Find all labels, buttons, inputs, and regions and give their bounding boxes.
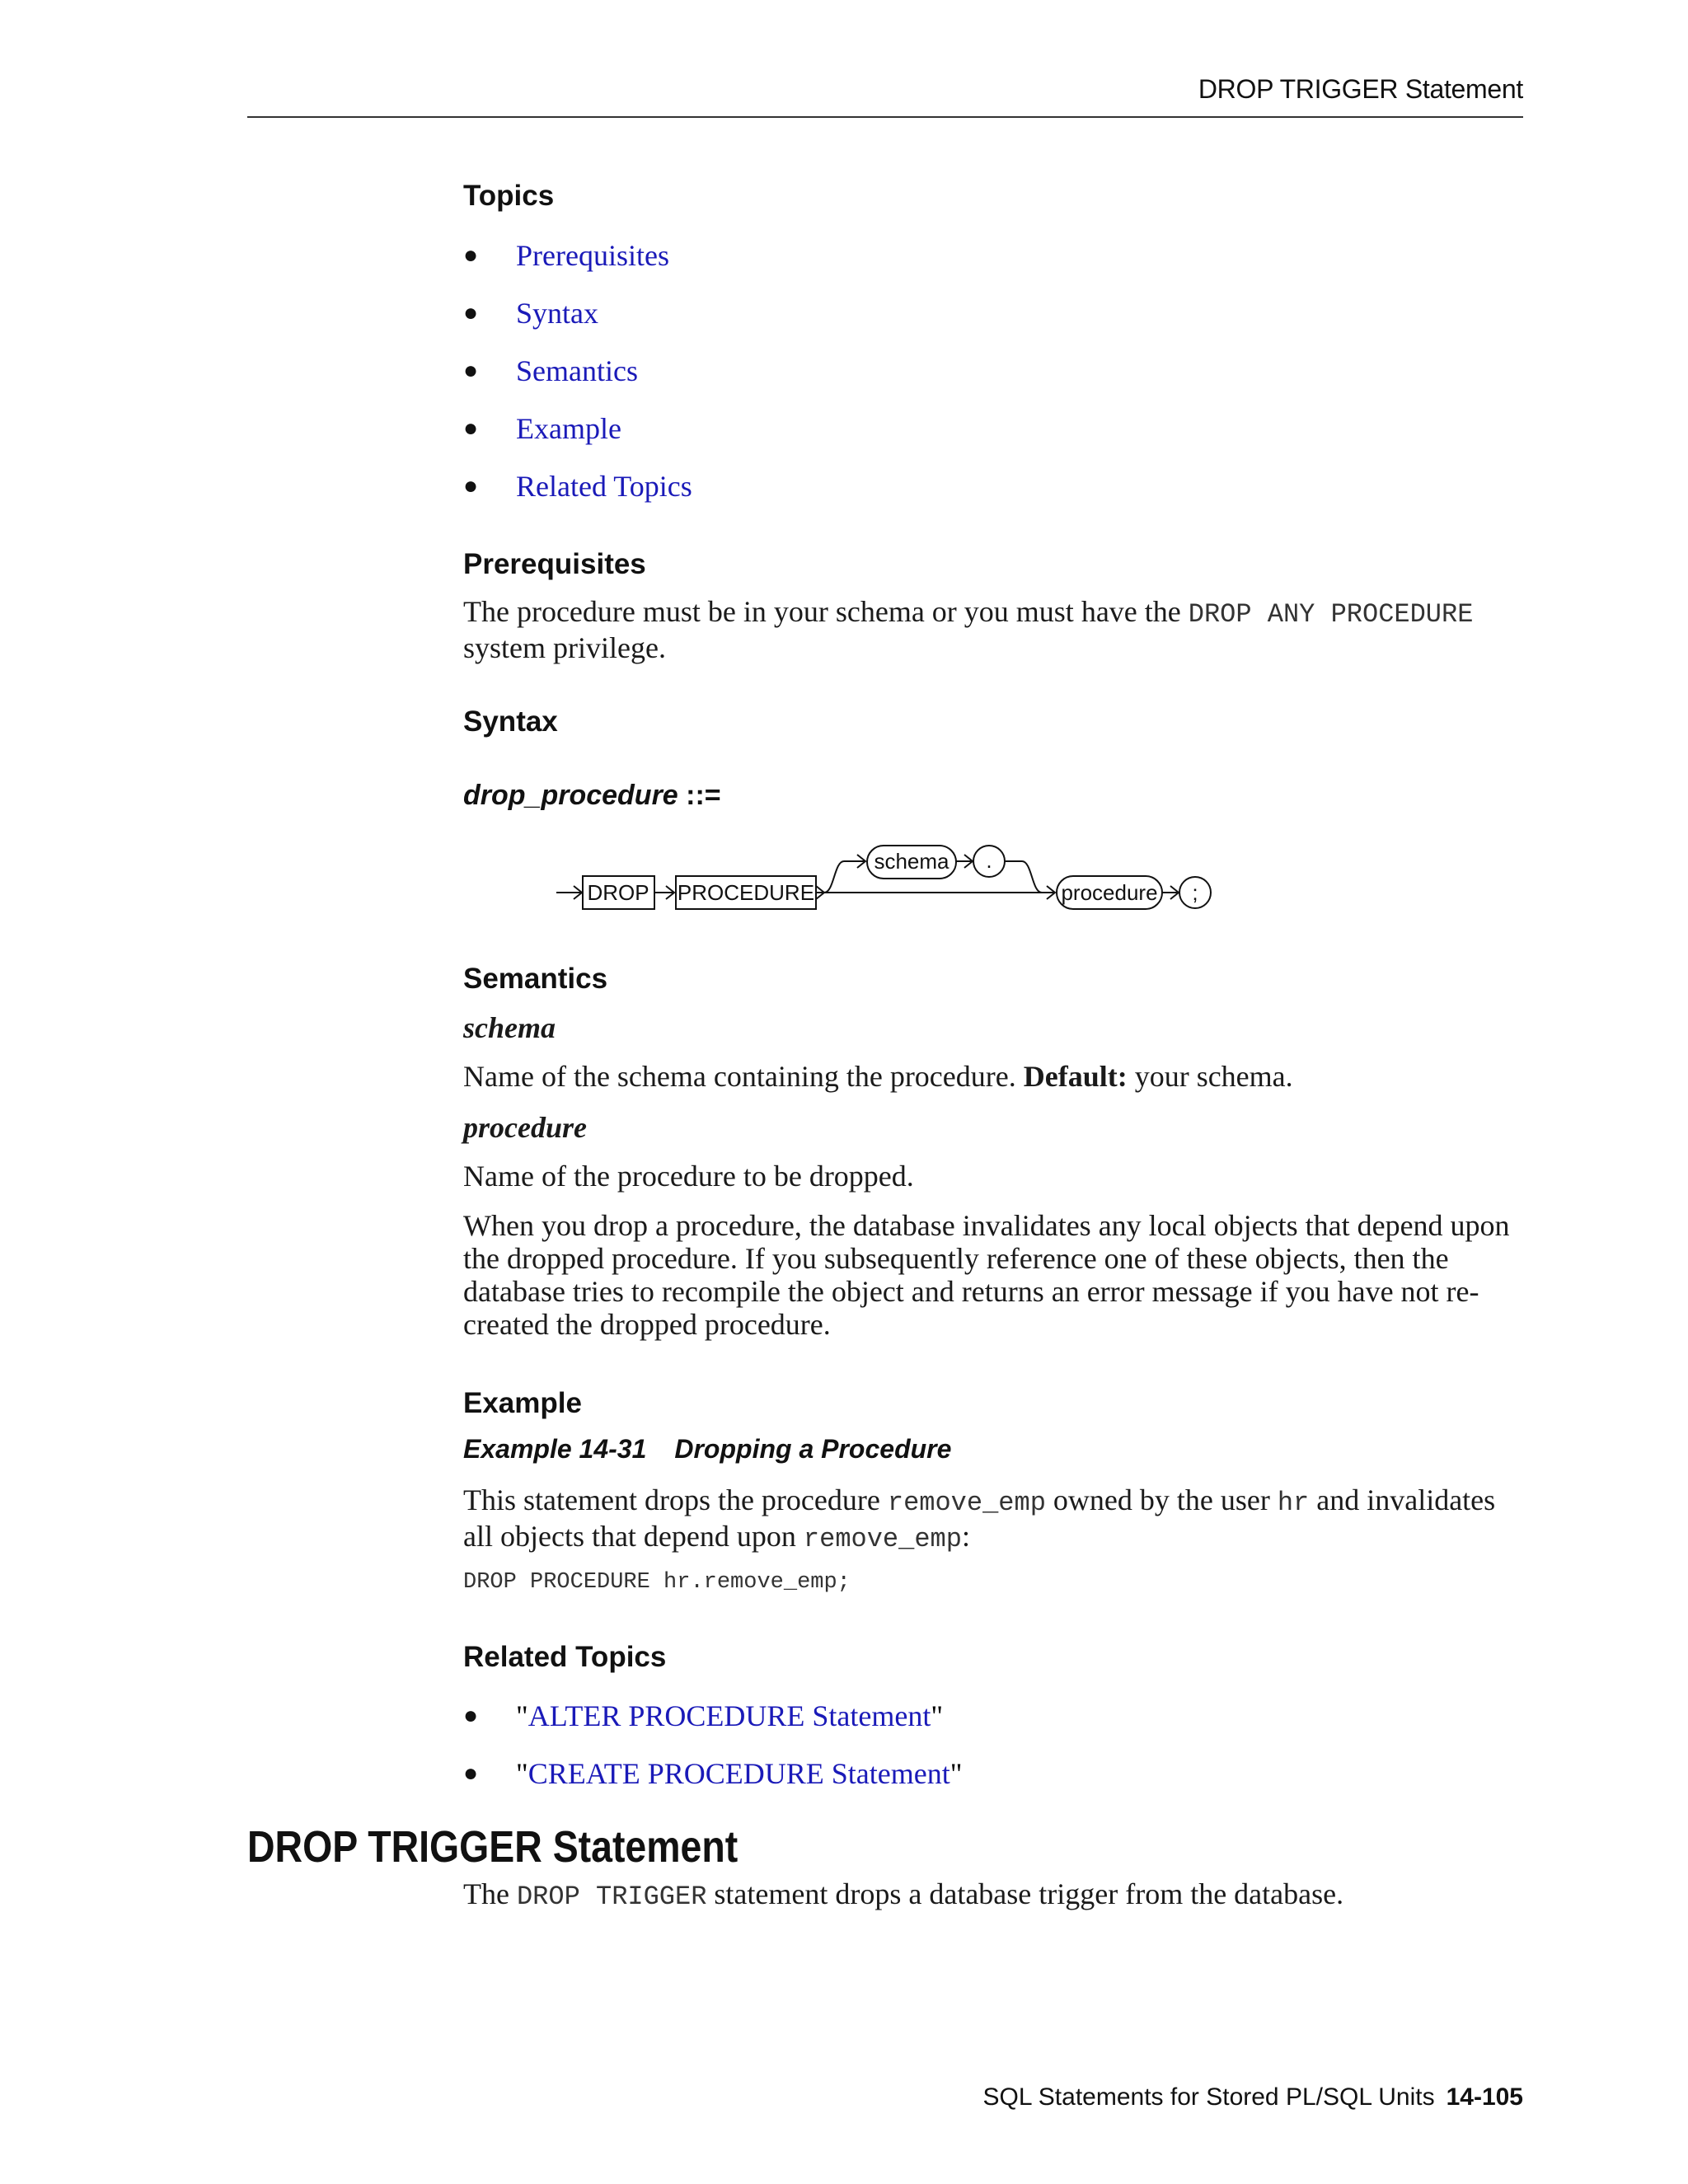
- prerequisites-heading: Prerequisites: [463, 548, 646, 580]
- header-divider: [247, 116, 1523, 118]
- drop-trigger-text-before: The: [463, 1877, 517, 1910]
- example-heading: Example: [463, 1387, 582, 1419]
- topic-link-semantics[interactable]: Semantics: [516, 354, 638, 387]
- topics-section: [463, 180, 1526, 213]
- topics-list-wrap: [463, 239, 1526, 527]
- bullet-icon: ●: [463, 1760, 479, 1787]
- semantics-term-schema: [463, 1010, 1526, 1045]
- schema-description: [463, 1060, 1526, 1093]
- bullet-icon: ●: [463, 299, 479, 326]
- example-text-1: This statement drops the procedure: [463, 1483, 888, 1516]
- semantics-term-procedure: [463, 1110, 1526, 1145]
- topic-item[interactable]: [463, 239, 1526, 297]
- schema-desc-text: Name of the schema containing the procedure.: [463, 1060, 1024, 1093]
- running-header: DROP TRIGGER Statement: [1198, 74, 1523, 104]
- drop-trigger-title: DROP TRIGGER Statement: [247, 1822, 738, 1872]
- related-topic-text: "ALTER PROCEDURE Statement": [516, 1699, 944, 1732]
- example-caption-title: Dropping a Procedure: [674, 1434, 952, 1464]
- syntax-railroad-diagram: [544, 828, 1220, 927]
- footer-book-section: SQL Statements for Stored PL/SQL Units: [982, 2083, 1435, 2111]
- topic-link-example[interactable]: Example: [516, 412, 621, 445]
- syntax-rule-suffix: ::=: [678, 780, 721, 811]
- semantics-desc-schema: [463, 1060, 1526, 1093]
- term-schema: schema: [463, 1011, 556, 1044]
- example-caption-number: Example 14-31: [463, 1434, 647, 1464]
- drop-trigger-text: [463, 1877, 1526, 1914]
- drop-trigger-code: DROP TRIGGER: [516, 1882, 707, 1912]
- bullet-icon: ●: [463, 1702, 479, 1729]
- bullet-icon: ●: [463, 415, 479, 442]
- diagram-semicolon-label: ;: [1192, 880, 1198, 905]
- bullet-icon: ●: [463, 472, 479, 499]
- example-code-block: DROP PROCEDURE hr.remove_emp;: [463, 1570, 851, 1595]
- prerequisites-text-after: system privilege.: [463, 631, 666, 664]
- semantics-desc-procedure: [463, 1160, 1526, 1193]
- syntax-heading: Syntax: [463, 705, 558, 738]
- footer-page-number: 14-105: [1446, 2083, 1523, 2111]
- related-topic-text: "CREATE PROCEDURE Statement": [516, 1757, 963, 1790]
- related-link-create-procedure[interactable]: CREATE PROCEDURE Statement: [528, 1757, 950, 1790]
- topic-item[interactable]: [463, 354, 1526, 412]
- related-topics-heading: Related Topics: [463, 1641, 667, 1673]
- topic-link-prerequisites[interactable]: Prerequisites: [516, 239, 669, 272]
- default-label: Default:: [1023, 1060, 1128, 1093]
- topic-item[interactable]: [463, 412, 1526, 470]
- related-topic-item[interactable]: [463, 1757, 1526, 1815]
- example-code-block-wrap: [463, 1570, 1526, 1595]
- related-topic-item[interactable]: [463, 1699, 1526, 1757]
- topic-link-related-topics[interactable]: Related Topics: [516, 470, 692, 503]
- diagram-line: [1022, 861, 1042, 893]
- topics-list: [463, 239, 1526, 527]
- related-topics-list-wrap: [463, 1699, 1526, 1815]
- example-text: [463, 1483, 1526, 1556]
- topic-link-syntax[interactable]: Syntax: [516, 297, 599, 330]
- related-link-alter-procedure[interactable]: ALTER PROCEDURE Statement: [528, 1699, 931, 1732]
- example-code-remove-emp-2: remove_emp: [803, 1524, 962, 1554]
- drop-trigger-text-after: statement drops a database trigger from the database.: [706, 1877, 1344, 1910]
- example-text-2: owned by the user: [1045, 1483, 1278, 1516]
- diagram-dot-label: .: [986, 848, 992, 873]
- bullet-icon: ●: [463, 357, 479, 384]
- diagram-procedure-keyword-label: PROCEDURE: [677, 880, 815, 905]
- diagram-procedure-label: procedure: [1061, 880, 1158, 905]
- topics-heading: Topics: [463, 180, 555, 212]
- example-code-remove-emp: remove_emp: [887, 1488, 1046, 1518]
- bullet-icon: ●: [463, 241, 479, 269]
- topic-item[interactable]: [463, 470, 1526, 527]
- diagram-schema-label: schema: [874, 849, 950, 874]
- diagram-drop-label: DROP: [587, 880, 649, 905]
- prerequisites-section: [463, 548, 1526, 581]
- syntax-rule-name: drop_procedure: [463, 780, 678, 811]
- privilege-code: DROP ANY PROCEDURE: [1188, 599, 1474, 630]
- syntax-rule: [463, 780, 1526, 812]
- prerequisites-text: [463, 595, 1526, 664]
- prerequisites-body: [463, 595, 1526, 664]
- example-body: [463, 1483, 1526, 1556]
- procedure-description: Name of the procedure to be dropped.: [463, 1160, 914, 1193]
- semantics-heading: Semantics: [463, 963, 608, 995]
- diagram-line: [824, 861, 844, 893]
- example-section: [463, 1387, 1526, 1420]
- related-topics-list: [463, 1699, 1526, 1815]
- example-text-4: :: [961, 1520, 970, 1553]
- schema-desc-default: your schema.: [1127, 1060, 1293, 1093]
- example-caption: [463, 1434, 1526, 1465]
- example-code-hr: hr: [1277, 1488, 1310, 1518]
- semantics-desc-invalidate: [463, 1209, 1526, 1341]
- topic-item[interactable]: [463, 297, 1526, 354]
- example-text-3: and invalidates all objects that depend upon: [463, 1483, 1496, 1553]
- syntax-section: [463, 705, 1526, 738]
- term-procedure: procedure: [463, 1111, 587, 1144]
- prerequisites-text-before: The procedure must be in your schema or you must have the: [463, 595, 1189, 628]
- related-topics-section: [463, 1641, 1526, 1674]
- drop-trigger-body: [463, 1877, 1526, 1914]
- invalidation-description: When you drop a procedure, the database invalidates any local objects that depend upon the dropped procedure. If you subsequently reference one of these objects, then the database tries to recompile the object and returns an error message if you have not re-created the dropped procedure.: [463, 1209, 1510, 1341]
- semantics-section: [463, 963, 1526, 996]
- page-footer: [983, 2083, 1523, 2111]
